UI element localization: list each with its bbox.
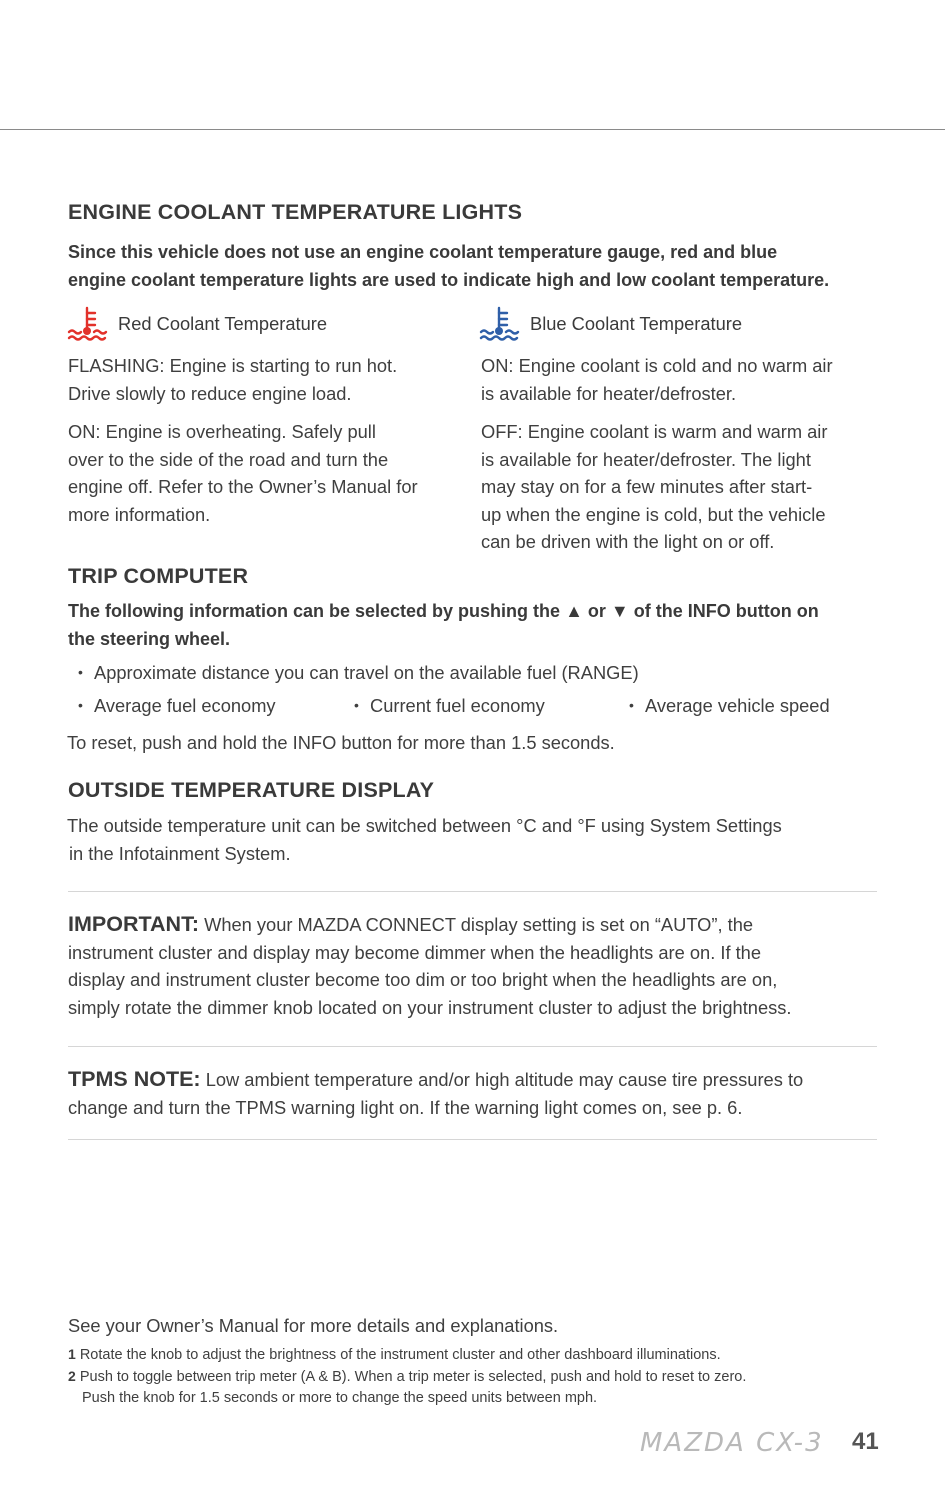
list-item [354, 695, 545, 717]
important-line: display and instrument cluster become too dim or too bright when the headlights are on, [68, 969, 778, 990]
divider [68, 1046, 877, 1047]
footnote-text: Rotate the knob to adjust the brightness of the instrument cluster and other dashboard illuminations. [79, 1347, 721, 1363]
blue-coolant-label: Blue Coolant Temperature [530, 313, 743, 334]
coolant-temp-red-icon [66, 305, 108, 343]
footnote-1 [68, 1344, 928, 1366]
list-item [629, 695, 830, 717]
footnote-2 [68, 1366, 928, 1388]
important-line: simply rotate the dimmer knob located on your instrument cluster to adjust the brightness. [68, 996, 792, 1018]
important-text: When your MAZDA CONNECT display setting is set on “AUTO”, the [204, 914, 754, 935]
trip-heading: TRIP COMPUTER [68, 564, 249, 588]
bullet-icon: • [629, 697, 634, 713]
blue-off-line: OFF: Engine coolant is warm and warm air [481, 421, 828, 442]
blue-off-line: can be driven with the light on or off. [481, 531, 775, 552]
coolant-temp-blue-icon [478, 305, 520, 343]
blue-off-line: may stay on for a few minutes after start- [481, 476, 813, 497]
trip-lead [68, 598, 908, 653]
blue-off-text [481, 418, 901, 556]
divider [68, 1139, 877, 1140]
down-arrow-icon: ▼ [610, 601, 629, 621]
important-note [68, 911, 918, 1021]
trip-lead-text: The following information can be selected by pushing the [68, 601, 561, 621]
blue-off-line: is available for heater/defroster. The light [481, 448, 811, 470]
brand-logo: MAZDA CX-3 [640, 1428, 824, 1458]
outside-heading: OUTSIDE TEMPERATURE DISPLAY [68, 778, 435, 802]
red-flashing-line: FLASHING: Engine is starting to run hot. [68, 355, 398, 376]
up-arrow-icon: ▲ [565, 601, 583, 621]
important-line: instrument cluster and display may become dimmer when the headlights are on. If the [68, 941, 762, 963]
red-on-line: more information. [68, 503, 211, 525]
red-on-text [68, 418, 468, 528]
important-line [68, 911, 918, 939]
tpms-note [68, 1066, 918, 1121]
bullet-icon: • [78, 697, 83, 713]
tpms-text: Low ambient temperature and/or high altitude may cause tire pressures to [205, 1069, 804, 1090]
bullet-text: Approximate distance you can travel on the available fuel (RANGE) [94, 662, 639, 683]
footnote-text: Push to toggle between trip meter (A & B). When a trip meter is selected, push and hold to reset to zero. [79, 1369, 747, 1385]
coolant-lead [68, 239, 908, 294]
blue-coolant-indicator [478, 305, 742, 343]
tpms-label: TPMS NOTE: [68, 1067, 201, 1091]
trip-lead-text: of the INFO button on [633, 601, 819, 621]
trip-reset-text: To reset, push and hold the INFO button for more than 1.5 seconds. [67, 732, 615, 753]
red-flashing-line: Drive slowly to reduce engine load. [68, 382, 352, 404]
bullet-text: Average fuel economy [94, 695, 276, 716]
page-number: 41 [852, 1428, 879, 1455]
blue-off-line: up when the engine is cold, but the vehicle [481, 503, 826, 525]
red-on-line: over to the side of the road and turn the [68, 448, 389, 470]
bullet-icon: • [78, 664, 83, 680]
divider [68, 891, 877, 892]
coolant-lead-line: Since this vehicle does not use an engine coolant temperature gauge, red and blue [68, 242, 778, 262]
coolant-lead-line: engine coolant temperature lights are used to indicate high and low coolant temperature. [68, 269, 830, 290]
blue-on-text [481, 352, 901, 407]
bullet-text: Average vehicle speed [645, 695, 830, 716]
red-coolant-label: Red Coolant Temperature [118, 313, 328, 334]
bullet-icon: • [354, 697, 359, 713]
tpms-line [68, 1066, 918, 1094]
blue-on-line: is available for heater/defroster. [481, 382, 737, 404]
trip-lead-line [68, 598, 908, 626]
red-on-line: engine off. Refer to the Owner’s Manual for [68, 476, 418, 497]
red-on-line: ON: Engine is overheating. Safely pull [68, 421, 376, 442]
see-manual-text: See your Owner’s Manual for more details and explanations. [68, 1315, 559, 1336]
red-flashing-text [68, 352, 468, 407]
outside-line: The outside temperature unit can be switched between °C and °F using System Settings [67, 815, 782, 836]
red-coolant-indicator [66, 305, 327, 343]
tpms-line: change and turn the TPMS warning light on. If the warning light comes on, see p. 6. [68, 1096, 743, 1118]
outside-line: in the Infotainment System. [69, 842, 291, 864]
bullet-text: Current fuel economy [370, 695, 545, 716]
footnote-text: Push the knob for 1.5 seconds or more to change the speed units between mph. [82, 1390, 598, 1406]
outside-text [67, 812, 907, 867]
blue-on-line: ON: Engine coolant is cold and no warm air [481, 355, 833, 376]
footnote-mark: 2 [68, 1368, 76, 1384]
footnote-mark: 1 [68, 1346, 76, 1362]
trip-lead-line: the steering wheel. [68, 628, 231, 649]
list-item [78, 695, 276, 717]
important-label: IMPORTANT: [68, 912, 199, 936]
header-rule [0, 129, 945, 130]
trip-lead-text: or [587, 601, 606, 621]
coolant-heading: ENGINE COOLANT TEMPERATURE LIGHTS [68, 200, 523, 224]
footnotes [68, 1344, 928, 1409]
list-item [78, 662, 639, 684]
